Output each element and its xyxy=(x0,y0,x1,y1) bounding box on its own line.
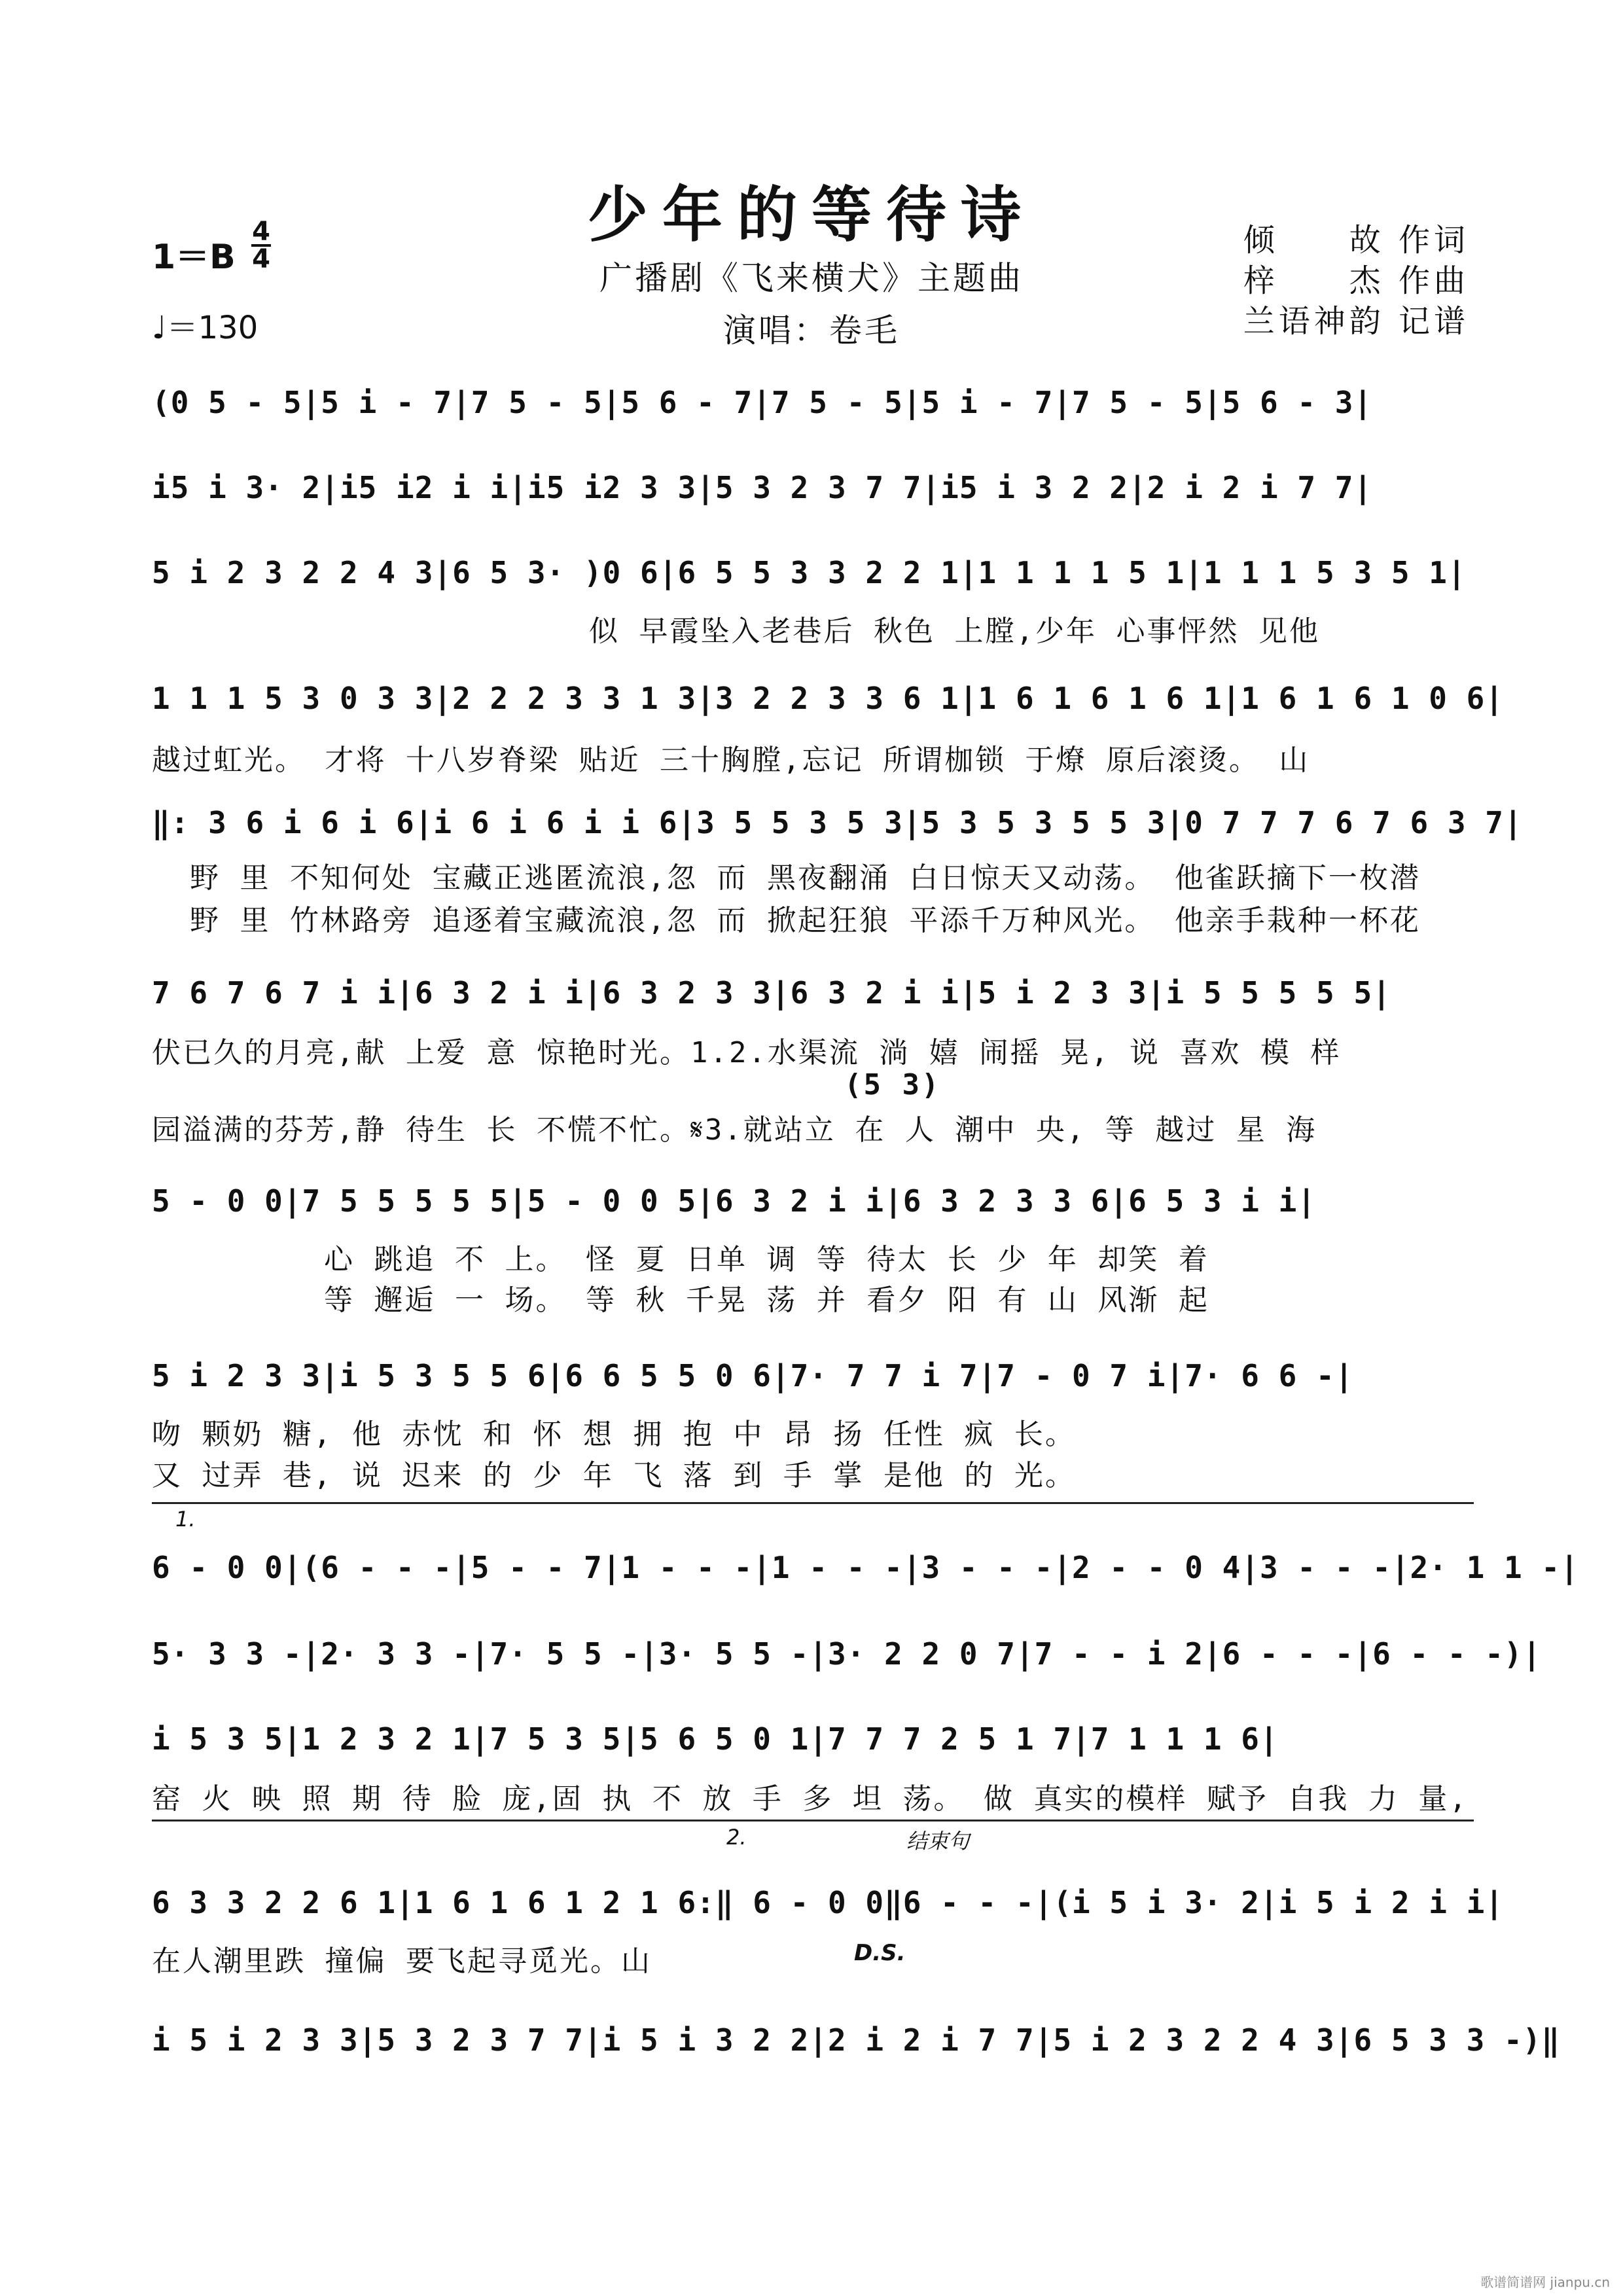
score-line-9-notes: 6 - 0 0|(6 - - -|5 - - 7|1 - - -|1 - - -|3 - - -|2 - - 0 4|3 - - -|2· 1 1 -| xyxy=(152,1550,1579,1585)
transcriber-credit: 兰语神韵 记谱 xyxy=(1243,303,1469,340)
score-line-6-alternate-notes: (5 3) xyxy=(844,1068,941,1102)
score-line-2-notes: i5 i 3· 2|i5 i2 i i|i5 i2 3 3|5 3 2 3 7 7|i5 i 3 2 2|2 i 2 i 7 7| xyxy=(152,470,1373,505)
time-signature-top: 4 xyxy=(252,217,270,247)
composer-credit: 梓 杰 作曲 xyxy=(1243,262,1469,299)
score-line-5-notes: ‖: 3 6 i 6 i 6|i 6 i 6 i i 6|3 5 5 3 5 3|5 3 5 3 5 5 3|0 7 7 7 6 7 6 3 7| xyxy=(152,805,1523,840)
volta-1-bracket xyxy=(152,1502,1474,1504)
score-line-8-lyrics-verse1: 吻 颗奶 糖, 他 赤忱 和 怀 想 拥 抱 中 昂 扬 任性 疯 长。 xyxy=(152,1418,1076,1451)
time-signature xyxy=(251,219,271,272)
volta-2-bracket xyxy=(152,1820,1474,1821)
score-line-5-lyrics-verse1: 野 里 不知何处 宝藏正逃匿流浪,忽 而 黑夜翻涌 白日惊天又动荡。 他雀跃摘下一枚潜 xyxy=(190,861,1421,895)
score-line-7-notes: 5 - 0 0|7 5 5 5 5 5|5 - 0 0 5|6 3 2 i i|6 3 2 3 3 6|6 5 3 i i| xyxy=(152,1183,1317,1219)
score-line-3-lyrics: 似 早霞坠入老巷后 秋色 上膛,少年 心事怦然 见他 xyxy=(589,615,1320,648)
score-line-11-notes: i 5 3 5|1 2 3 2 1|7 5 3 5|5 6 5 0 1|7 7 7 2 5 1 7|7 1 1 1 6| xyxy=(152,1721,1279,1757)
ending-phrase-label: 结束句 xyxy=(906,1829,970,1854)
song-title: 少年的等待诗 xyxy=(587,179,1035,250)
score-line-1-notes: (0 5 - 5|5 i - 7|7 5 - 5|5 6 - 7|7 5 - 5|5 i - 7|7 5 - 5|5 6 - 3| xyxy=(152,385,1373,420)
score-line-12-notes: 6 3 3 2 2 6 1|1 6 1 6 1 2 1 6:‖ 6 - 0 0‖6 - - -|(i 5 i 3· 2|i 5 i 2 i i| xyxy=(152,1885,1504,1920)
time-signature-bottom: 4 xyxy=(252,244,270,274)
score-line-11-lyrics: 窑 火 映 照 期 待 脸 庞,固 执 不 放 手 多 坦 荡。 做 真实的模样 赋予 自我 力 量, xyxy=(152,1782,1469,1816)
lyricist-credit: 倾 故 作词 xyxy=(1243,222,1469,259)
site-watermark: 歌谱简谱网 jianpu.cn xyxy=(1480,2274,1610,2290)
score-line-8-notes: 5 i 2 3 3|i 5 3 5 5 6|6 6 5 5 0 6|7· 7 7 i 7|7 - 0 7 i|7· 6 6 -| xyxy=(152,1358,1354,1393)
volta-1-label: 1. xyxy=(175,1507,196,1532)
score-line-7-lyrics-verse1: 心 跳追 不 上。 怪 夏 日单 调 等 待太 长 少 年 却笑 着 xyxy=(324,1243,1209,1276)
score-line-6-lyrics-verse1: 伏已久的月亮,献 上爱 意 惊艳时光。1.2.水渠流 淌 嬉 闹摇 晃, 说 喜欢 模 样 xyxy=(152,1036,1342,1069)
score-line-4-lyrics: 越过虹光。 才将 十八岁脊梁 贴近 三十胸膛,忘记 所谓枷锁 于燎 原后滚烫。 山 xyxy=(152,744,1310,777)
score-line-6-lyrics-verse2: 园溢满的芬芳,静 待生 长 不慌不忙。𝄋3.就站立 在 人 潮中 央, 等 越过 星 海 xyxy=(152,1113,1317,1147)
score-line-7-lyrics-verse2: 等 邂逅 一 场。 等 秋 千晃 荡 并 看夕 阳 有 山 风渐 起 xyxy=(324,1283,1209,1317)
score-line-5-lyrics-verse2: 野 里 竹林路旁 追逐着宝藏流浪,忽 而 掀起狂狼 平添千万种风光。 他亲手栽种一杯花 xyxy=(190,904,1421,937)
score-line-8-lyrics-verse2: 又 过弄 巷, 说 迟来 的 少 年 飞 落 到 手 掌 是他 的 光。 xyxy=(152,1459,1076,1492)
score-line-4-notes: 1 1 1 5 3 0 3 3|2 2 2 3 3 1 3|3 2 2 3 3 6 1|1 6 1 6 1 6 1|1 6 1 6 1 0 6| xyxy=(152,681,1504,716)
score-line-6-notes: 7 6 7 6 7 i i|6 3 2 i i|6 3 2 3 3|6 3 2 i i|5 i 2 3 3|i 5 5 5 5 5| xyxy=(152,975,1391,1011)
singer-label: 演唱：卷毛 xyxy=(723,312,900,350)
score-line-3-notes: 5 i 2 3 2 2 4 3|6 5 3· )0 6|6 5 5 3 3 2 2 1|1 1 1 1 5 1|1 1 1 5 3 5 1| xyxy=(152,555,1467,590)
volta-2-label: 2. xyxy=(726,1825,747,1850)
dal-segno-marking: D.S. xyxy=(854,1940,906,1966)
score-line-10-notes: 5· 3 3 -|2· 3 3 -|7· 5 5 -|3· 5 5 -|3· 2 2 0 7|7 - - i 2|6 - - -|6 - - -)| xyxy=(152,1636,1542,1672)
tempo-marking: ♩＝130 xyxy=(152,310,259,346)
score-line-12-lyrics: 在人潮里跌 撞偏 要飞起寻觅光。山 xyxy=(152,1945,652,1978)
score-line-13-notes: i 5 i 2 3 3|5 3 2 3 7 7|i 5 i 3 2 2|2 i 2 i 7 7|5 i 2 3 2 2 4 3|6 5 3 3 -)‖ xyxy=(152,2022,1561,2058)
key-signature: 1＝B xyxy=(152,238,236,277)
song-subtitle: 广播剧《飞来横犬》主题曲 xyxy=(599,259,1024,297)
